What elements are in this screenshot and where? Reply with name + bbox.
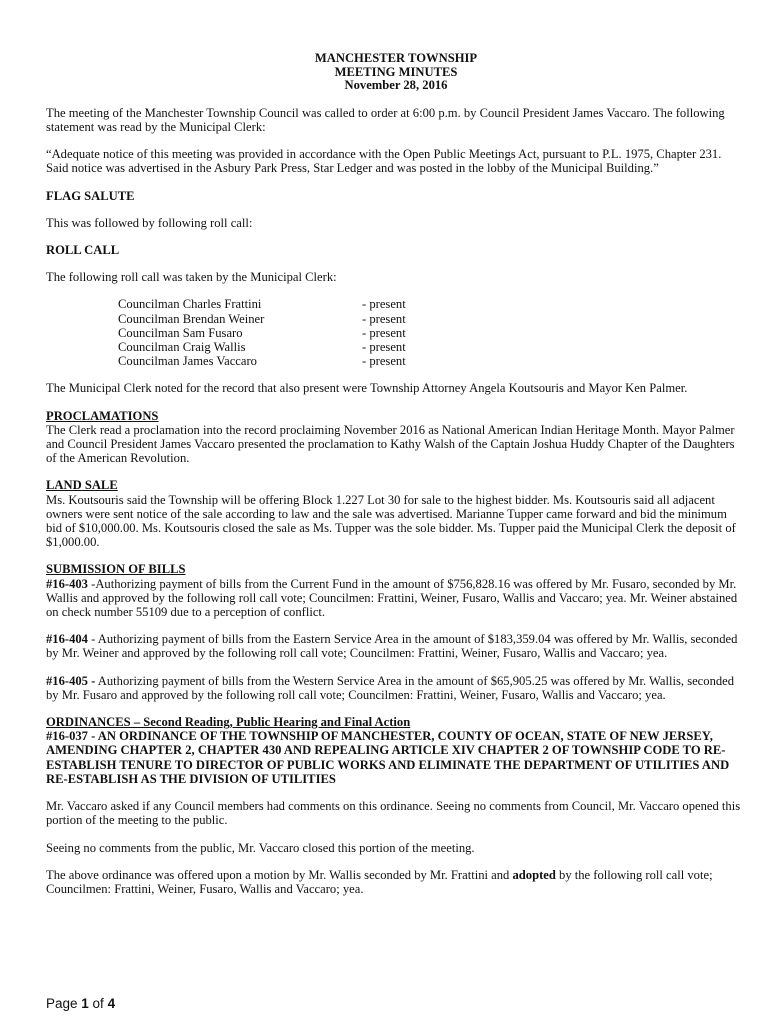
roll-call-text: The following roll call was taken by the Municipal Clerk: xyxy=(46,270,337,285)
roll-call-heading: ROLL CALL xyxy=(46,243,120,257)
ordinance-title: #16-037 - AN ORDINANCE OF THE TOWNSHIP OF MANCHESTER, COUNTY OF OCEAN, STATE OF NEW JERSEY, AMENDING CHAPTER 2, CHAPTER 430 AND REPEALING ARTICLE XIV CHAPTER 2 OF TOWNSHIP CODE TO RE-ESTABLISH TENURE TO DIRECTOR OF PUBLIC WORKS AND ELIMINATE THE DEPARTMENT OF UTILITIES AND RE-ESTABLISH AS THE DIVISION OF UTILITIES xyxy=(46,729,730,786)
township-name: MANCHESTER TOWNSHIP xyxy=(314,51,478,65)
adopted-label: adopted xyxy=(512,867,556,882)
roll-call-row xyxy=(118,354,746,368)
bills-heading: SUBMISSION OF BILLS xyxy=(46,562,186,577)
ordinance-vote xyxy=(46,868,746,896)
member-name: Councilman Sam Fusaro xyxy=(118,325,243,340)
member-name: Councilman Craig Wallis xyxy=(118,340,246,355)
bill-number: #16-405 - xyxy=(46,673,96,688)
member-status: - present xyxy=(362,340,406,355)
ordinance-comments: Mr. Vaccaro asked if any Council members had comments on this ordinance. Seeing no comments from Council, Mr. Vaccaro opened this portion of the meeting to the public. xyxy=(46,799,741,828)
member-status: - present xyxy=(362,297,406,312)
ordinances-heading: ORDINANCES – Second Reading, Public Hearing and Final Action xyxy=(46,715,411,730)
flag-salute-text: This was followed by following roll call: xyxy=(46,215,253,230)
bill-number: #16-403 xyxy=(46,576,88,591)
land-sale-heading: LAND SALE xyxy=(46,478,118,493)
document-header xyxy=(46,52,746,93)
vote-text-end: by the following roll call vote; Councilmen: Frattini, Weiner, Fusaro, Wallis and Vaccaro; yea. xyxy=(46,867,713,896)
of-word: of xyxy=(88,996,108,1011)
vote-text: The above ordinance was offered upon a motion by Mr. Wallis seconded by Mr. Frattini and xyxy=(46,867,513,882)
member-status: - present xyxy=(362,325,406,340)
roll-call-row xyxy=(118,297,746,311)
notice-statement: “Adequate notice of this meeting was provided in accordance with the Open Public Meetings Act, pursuant to P.L. 1975, Chapter 231. Said notice was advertised in the Asbury Park Press, Star Ledger and was posted in the lobby of the Municipal Building.” xyxy=(46,147,722,176)
member-name: Councilman Charles Frattini xyxy=(118,297,262,312)
member-status: - present xyxy=(362,311,406,326)
roll-call-row xyxy=(118,340,746,354)
proclamations-heading: PROCLAMATIONS xyxy=(46,408,159,423)
member-status: - present xyxy=(362,354,406,369)
roll-call-list xyxy=(118,297,746,368)
ordinance-public: Seeing no comments from the public, Mr. Vaccaro closed this portion of the meeting. xyxy=(46,840,475,855)
bill-text: -Authorizing payment of bills from the Current Fund in the amount of $756,828.16 was offered by Mr. Fusaro, seconded by Mr. Wallis and approved by the following roll call vote; Councilmen: Frattini, Weiner, Fusaro, Wallis and Vaccaro; yea. Mr. Weiner abstained on check number 55109 due to a perception of conflict. xyxy=(46,576,738,620)
member-name: Councilman James Vaccaro xyxy=(118,354,257,369)
roll-call-row xyxy=(118,312,746,326)
document-type: MEETING MINUTES xyxy=(334,64,458,79)
bill-item xyxy=(46,577,746,620)
bill-text: - Authorizing payment of bills from the Eastern Service Area in the amount of $183,359.04 was offered by Mr. Wallis, seconded by Mr. Weiner and approved by the following roll call vote; Councilmen: Frattini, Weiner, Fusaro, Wallis and Vaccaro; yea. xyxy=(46,632,738,661)
bill-item xyxy=(46,674,746,702)
bill-text: Authorizing payment of bills from the Western Service Area in the amount of $65,905.25 was offered by Mr. Wallis, seconded by Mr. Fusaro and approved by the following roll call vote; Councilmen: Frattini, Weiner, Fusaro, Wallis and Vaccaro; yea. xyxy=(46,673,735,702)
land-sale-text: Ms. Koutsouris said the Township will be offering Block 1.227 Lot 30 for sale to the highest bidder. Ms. Koutsouris said all adjacent owners were sent notice of the sale according to law and the sale was advertised. Marianne Tupper came forward and bid the minimum bid of $10,000.00. Ms. Koutsouris closed the sale as Ms. Tupper was the sole bidder. Ms. Tupper paid the Municipal Clerk the deposit of $1,000.00. xyxy=(46,492,736,550)
intro-paragraph: The meeting of the Manchester Township Council was called to order at 6:00 p.m. by Council President James Vaccaro. The following statement was read by the Municipal Clerk: xyxy=(46,105,725,134)
meeting-date: November 28, 2016 xyxy=(344,78,448,93)
flag-salute-heading: FLAG SALUTE xyxy=(46,188,135,203)
member-name: Councilman Brendan Weiner xyxy=(118,311,265,326)
bill-item xyxy=(46,632,746,660)
page-footer xyxy=(46,996,115,1011)
roll-call-row xyxy=(118,326,746,340)
current-page: 1 xyxy=(81,996,89,1011)
page-word: Page xyxy=(46,996,82,1011)
roll-call-note: The Municipal Clerk noted for the record that also present were Township Attorney Angela Koutsouris and Mayor Ken Palmer. xyxy=(46,381,688,396)
document-page xyxy=(46,52,746,896)
total-pages: 4 xyxy=(107,996,116,1011)
bill-number: #16-404 xyxy=(46,632,88,647)
proclamations-text: The Clerk read a proclamation into the record proclaiming November 2016 as National American Indian Heritage Month. Mayor Palmer and Council President James Vaccaro presented the proclamation to Kathy Walsh of the Captain Joshua Huddy Chapter of the Daughters of the American Revolution. xyxy=(46,422,735,466)
